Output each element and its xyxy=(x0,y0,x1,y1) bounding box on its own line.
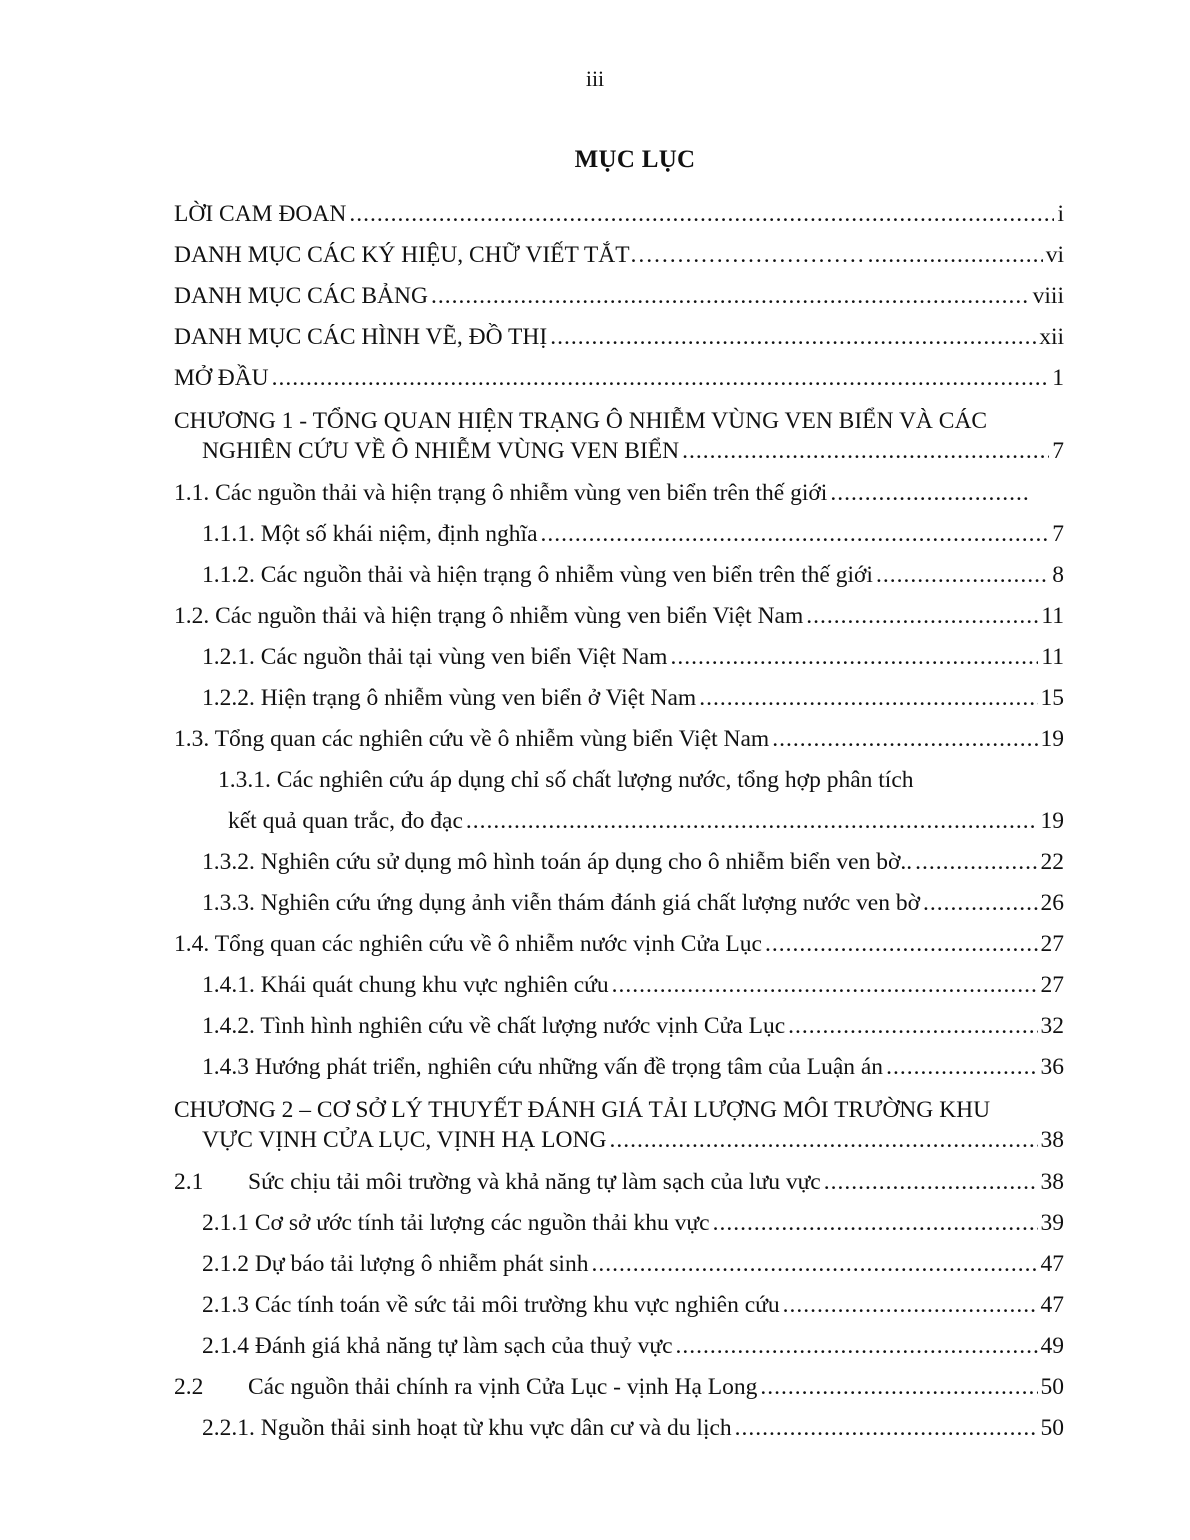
toc-entry-title: 1.4.1. Khái quát chung khu vực nghiên cứu xyxy=(202,972,609,998)
dot-leader xyxy=(876,555,1049,596)
toc-entry-title: LỜI CAM ĐOAN xyxy=(174,201,347,227)
dot-leader xyxy=(765,924,1038,965)
dot-leader xyxy=(772,719,1037,760)
toc-entry-page: viii xyxy=(1032,283,1064,309)
toc-entry-page: 49 xyxy=(1040,1333,1064,1359)
toc-entry-2-2-1[interactable] xyxy=(174,1408,1064,1449)
toc-entry-text: Sức chịu tải môi trường và khả năng tự làm sạch của lưu vực xyxy=(248,1169,821,1195)
toc-entry-1-1[interactable] xyxy=(174,473,1064,514)
toc-entry-title-line2: kết quả quan trắc, đo đạc xyxy=(228,808,463,834)
toc-entry-title-line2-row xyxy=(174,1124,1064,1162)
dot-leader xyxy=(466,801,1038,842)
toc-entry-title: DANH MỤC CÁC KÝ HIỆU, CHỮ VIẾT TẮT………………………… xyxy=(174,242,865,268)
toc-entry-title: 1.3.2. Nghiên cứu sử dụng mô hình toán áp dụng cho ô nhiễm biển ven bờ.. xyxy=(202,849,913,875)
toc-entry-page: 27 xyxy=(1040,972,1064,998)
toc-entry-page: 7 xyxy=(1052,438,1064,464)
toc-entry-page: 32 xyxy=(1040,1013,1064,1039)
toc-entry-page: 36 xyxy=(1040,1054,1064,1080)
toc-entry-title: 1.3. Tổng quan các nghiên cứu về ô nhiễm vùng biển Việt Nam xyxy=(174,726,770,752)
dot-leader xyxy=(349,194,1054,235)
dot-leader xyxy=(713,1203,1038,1244)
toc-entry-1-3[interactable] xyxy=(174,719,1064,760)
toc-entry-1-3-2[interactable] xyxy=(174,842,1064,883)
toc-entry-page: 1 xyxy=(1052,365,1064,391)
toc-entry-title-line1: CHƯƠNG 2 – CƠ SỞ LÝ THUYẾT ĐÁNH GIÁ TẢI LƯỢNG MÔI TRƯỜNG KHU xyxy=(174,1097,991,1123)
toc-entry-page: 38 xyxy=(1040,1169,1064,1195)
toc-entry-page: 50 xyxy=(1040,1415,1064,1441)
toc-entry-page: 11 xyxy=(1041,644,1064,670)
dot-leader xyxy=(923,883,1037,924)
dot-leader xyxy=(824,1162,1038,1203)
dot-leader xyxy=(612,965,1038,1006)
dot-leader xyxy=(541,514,1050,555)
dot-leader xyxy=(783,1285,1038,1326)
toc-entry-title: 1.2.1. Các nguồn thải tại vùng ven biển Việt Nam xyxy=(202,644,668,670)
dot-leader xyxy=(868,235,1043,276)
toc-entry-title: 1.3.3. Nghiên cứu ứng dụng ảnh viễn thám đánh giá chất lượng nước ven bờ xyxy=(202,890,921,916)
toc-entry-page: 27 xyxy=(1040,931,1064,957)
dot-leader xyxy=(670,637,1038,678)
toc-entry-page: 50 xyxy=(1040,1374,1064,1400)
toc-entry-2-2[interactable] xyxy=(174,1367,1064,1408)
dot-leader xyxy=(272,358,1050,399)
toc-entry-title-line1-row xyxy=(174,760,1064,801)
toc-entry-1-4-3[interactable] xyxy=(174,1047,1064,1088)
toc-entry-figures[interactable] xyxy=(174,317,1064,358)
toc-entry-1-2-2[interactable] xyxy=(174,678,1064,719)
toc-entry-1-4[interactable] xyxy=(174,924,1064,965)
toc-entry-page: 19 xyxy=(1040,726,1064,752)
toc-entry-1-3-1[interactable] xyxy=(174,760,1064,842)
toc-entry-title-line1: CHƯƠNG 1 - TỔNG QUAN HIỆN TRẠNG Ô NHIỄM VÙNG VEN BIỂN VÀ CÁC xyxy=(174,408,988,434)
toc-entry-loi-cam-doan[interactable] xyxy=(174,194,1064,235)
toc-entry-title-line2-row xyxy=(174,801,1064,842)
toc-entry-title xyxy=(174,1367,757,1408)
dot-leader xyxy=(760,1367,1037,1408)
toc-title: MỤC LỤC xyxy=(574,146,696,173)
toc-entry-page: 8 xyxy=(1052,562,1064,588)
dot-leader xyxy=(886,1047,1037,1088)
toc-entry-number: 2.2 xyxy=(174,1374,204,1400)
toc-entry-number: 2.1 xyxy=(174,1169,204,1195)
toc-entry-1-1-2[interactable] xyxy=(174,555,1064,596)
toc-entry-text: Các nguồn thải chính ra vịnh Cửa Lục - vịnh Hạ Long xyxy=(248,1374,758,1400)
toc-entry-page: 15 xyxy=(1040,685,1064,711)
toc-entry-title: 1.1. Các nguồn thải và hiện trạng ô nhiễm vùng ven biển trên thế giới xyxy=(174,480,828,506)
dot-leader xyxy=(915,842,1037,883)
table-of-contents xyxy=(174,194,1064,1449)
toc-entry-page: 19 xyxy=(1040,808,1064,834)
toc-entry-chapter-1[interactable] xyxy=(174,399,1064,473)
toc-entry-title: DANH MỤC CÁC BẢNG xyxy=(174,283,428,309)
dot-leader xyxy=(682,435,1049,467)
toc-entry-title: 2.1.1 Cơ sở ước tính tải lượng các nguồn thải khu vực xyxy=(202,1210,710,1236)
toc-entry-2-1-1[interactable] xyxy=(174,1203,1064,1244)
toc-entry-page: 11 xyxy=(1041,603,1064,629)
toc-entry-page: vi xyxy=(1045,242,1064,268)
toc-entry-title: 1.1.1. Một số khái niệm, định nghĩa xyxy=(202,521,538,547)
toc-entry-page: 47 xyxy=(1040,1251,1064,1277)
toc-entry-2-1-3[interactable] xyxy=(174,1285,1064,1326)
toc-entry-2-1-4[interactable] xyxy=(174,1326,1064,1367)
toc-entry-title: 1.4. Tổng quan các nghiên cứu về ô nhiễm nước vịnh Cửa Lục xyxy=(174,931,762,957)
toc-entry-title: 2.1.3 Các tính toán về sức tải môi trường khu vực nghiên cứu xyxy=(202,1292,780,1318)
page-number: iii xyxy=(585,66,605,91)
toc-entry-page: 26 xyxy=(1040,890,1064,916)
toc-entry-page: xii xyxy=(1039,324,1064,350)
toc-entry-title: 1.2. Các nguồn thải và hiện trạng ô nhiễm vùng ven biển Việt Nam xyxy=(174,603,804,629)
dot-leader xyxy=(806,596,1038,637)
toc-entry-title: MỞ ĐẦU xyxy=(174,365,269,391)
dot-leader xyxy=(550,317,1036,358)
toc-entry-title xyxy=(174,1162,821,1203)
toc-entry-chapter-2[interactable] xyxy=(174,1088,1064,1162)
toc-entry-title: 2.2.1. Nguồn thải sinh hoạt từ khu vực dân cư và du lịch xyxy=(202,1415,732,1441)
toc-entry-1-4-1[interactable] xyxy=(174,965,1064,1006)
toc-entry-2-1-2[interactable] xyxy=(174,1244,1064,1285)
toc-entry-page: 7 xyxy=(1052,521,1064,547)
toc-entry-title: 2.1.2 Dự báo tải lượng ô nhiễm phát sinh xyxy=(202,1251,589,1277)
toc-entry-tables[interactable] xyxy=(174,276,1064,317)
toc-entry-title: 1.4.3 Hướng phát triển, nghiên cứu những vấn đề trọng tâm của Luận án xyxy=(202,1054,884,1080)
toc-entry-abbreviations[interactable] xyxy=(174,235,1064,276)
toc-entry-title-line1: 1.3.1. Các nghiên cứu áp dụng chỉ số chất lượng nước, tổng hợp phân tích xyxy=(218,767,914,793)
toc-entry-title: 1.4.2. Tình hình nghiên cứu về chất lượng nước vịnh Cửa Lục xyxy=(202,1013,786,1039)
toc-entry-1-1-1[interactable] xyxy=(174,514,1064,555)
toc-entry-title-line2: VỰC VỊNH CỬA LỤC, VỊNH HẠ LONG xyxy=(202,1127,607,1153)
dot-leader xyxy=(830,473,1029,514)
toc-entry-title: 2.1.4 Đánh giá khả năng tự làm sạch của thuỷ vực xyxy=(202,1333,673,1359)
toc-entry-title-line2: NGHIÊN CỨU VỀ Ô NHIỄM VÙNG VEN BIỂN xyxy=(202,438,680,464)
dot-leader xyxy=(699,678,1037,719)
dot-leader xyxy=(591,1244,1037,1285)
toc-entry-title: DANH MỤC CÁC HÌNH VẼ, ĐỒ THỊ xyxy=(174,324,548,350)
toc-entry-page: 22 xyxy=(1040,849,1064,875)
toc-entry-introduction[interactable] xyxy=(174,358,1064,399)
toc-entry-title: 1.1.2. Các nguồn thải và hiện trạng ô nhiễm vùng ven biển trên thế giới xyxy=(202,562,873,588)
toc-entry-1-3-3[interactable] xyxy=(174,883,1064,924)
toc-entry-page: 39 xyxy=(1040,1210,1064,1236)
dot-leader xyxy=(735,1408,1038,1449)
toc-entry-page: 47 xyxy=(1040,1292,1064,1318)
dot-leader xyxy=(676,1326,1038,1367)
toc-entry-1-4-2[interactable] xyxy=(174,1006,1064,1047)
dot-leader xyxy=(788,1006,1037,1047)
toc-entry-2-1[interactable] xyxy=(174,1162,1064,1203)
toc-entry-title: 1.2.2. Hiện trạng ô nhiễm vùng ven biển ở Việt Nam xyxy=(202,685,697,711)
toc-entry-page: i xyxy=(1057,201,1064,227)
dot-leader xyxy=(431,276,1030,317)
toc-entry-1-2-1[interactable] xyxy=(174,637,1064,678)
toc-entry-page: 38 xyxy=(1040,1127,1064,1153)
toc-entry-title-line2-row xyxy=(174,435,1064,473)
toc-entry-1-2[interactable] xyxy=(174,596,1064,637)
dot-leader xyxy=(609,1124,1037,1156)
